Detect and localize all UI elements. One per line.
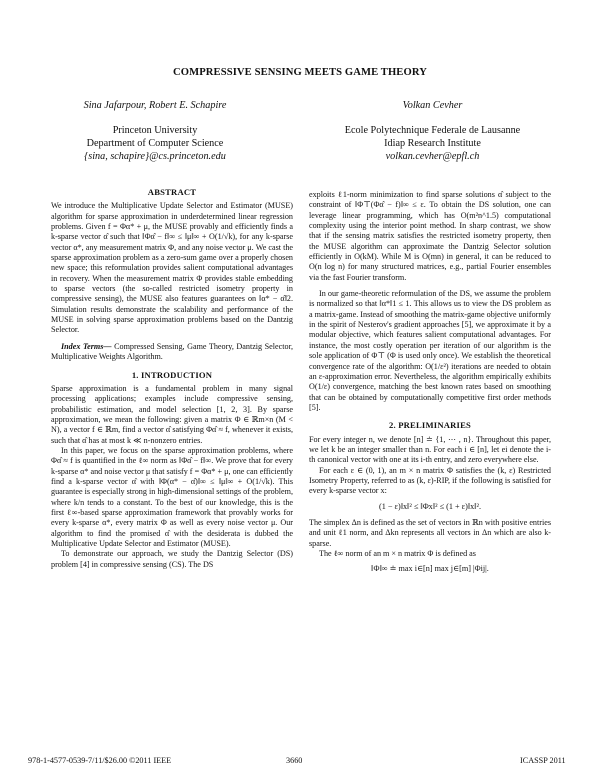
- equation-rip: (1 − ε)‖x‖² ≤ ‖Φx‖² ≤ (1 + ε)‖x‖².: [378, 501, 482, 511]
- index-terms-label: Index Terms—: [61, 341, 112, 351]
- email-right: volkan.cevher@epfl.ch: [385, 151, 480, 162]
- abstract-text: We introduce the Multiplicative Update Selector and Estimator (MUSE) algorithm for sparse approximation in underdetermined linear regression problems. Given f = Φα* + μ, the MUSE provably and efficiently finds a k-sparse vector α̂ such that ‖Φα̂ − f‖∞ ≤ ‖μ‖∞ + O(1/√k), for any k-sparse vector α*, any measurement matrix Φ, and any noise vector μ. We cast the sparse approximation problem as a zero-sum game over a properly chosen new space; this reformulation provides salient computational advantages in recovery. When the measurement matrix Φ provides stable embedding to sparse vectors (the so-called restricted isometry property in compressive sensing), the MUSE also features guarantees on ‖α* − α̂‖2. Simulation results demonstrate the scalability and performance of the MUSE in solving sparse approximation problems based on the Dantzig Selector.: [51, 201, 293, 335]
- footer-page-number: 3660: [286, 756, 303, 765]
- author-names-right: Volkan Cevher: [402, 100, 463, 111]
- intro-heading: 1. INTRODUCTION: [131, 369, 213, 380]
- affiliation-right-1: Ecole Polytechnique Federale de Lausanne: [344, 125, 521, 136]
- intro-paragraph-3: To demonstrate our approach, we study the Dantzig Selector (DS) problem [4] in compressive sensing (CS). The DS: [51, 549, 293, 569]
- intro-paragraph-1: Sparse approximation is a fundamental problem in many signal processing applications; examples include compressive sensing, probabilistic estimation, and model selection [1, 2, 3]. By sparse approximation, we mean the following: given a matrix Φ ∈ ℝm×n (M < N), a vector f ∈ ℝm, find a vector α̂ satisfying Φα̂ ≈ f, whenever it exists, such that α̂ has at most k ≪ n-nonzero entries.: [51, 383, 293, 445]
- prelim-paragraph-3: The simplex Δn is defined as the set of vectors in ℝn with positive entries and unit ℓ1 norm, and Δkn represents all vectors in Δn which are also k-sparse.: [309, 517, 551, 548]
- footer-conference: ICASSP 2011: [520, 756, 566, 765]
- affiliation-left-2: Department of Computer Science: [86, 138, 224, 149]
- affiliation-right-2: Idiap Research Institute: [384, 138, 481, 149]
- prelim-paragraph-2: For each ε ∈ (0, 1), an m × n matrix Φ satisfies the (k, ε) Restricted Isometry Property, referred to as (k, ε)-RIP, if the following is satisfied for every k-sparse vector x:: [309, 465, 551, 496]
- abstract-heading: ABSTRACT: [147, 187, 197, 197]
- author-names-left: Sina Jafarpour, Robert E. Schapire: [83, 100, 227, 111]
- right-column: [309, 190, 551, 581]
- email-left: {sina, schapire}@cs.princeton.edu: [84, 151, 226, 162]
- affiliation-left-1: Princeton University: [112, 125, 198, 136]
- footer-isbn: 978-1-4577-0539-7/11/$26.00 ©2011 IEEE: [28, 756, 172, 765]
- paper-title: COMPRESSIVE SENSING MEETS GAME THEORY: [173, 67, 427, 78]
- left-column: [51, 187, 293, 570]
- right-paragraph-1: exploits ℓ1-norm minimization to find sparse solutions α̂ subject to the constraint of ‖Φ⊤(Φα̂ − f)‖∞ ≤ ε. To obtain the DS solution, one can leverage linear programming, which has O(m²n^1.5) computational complexity using the interior point method. In sharp contrast, we show that if the sensing matrix satisfies the restricted isometry property, then the MUSE algorithm can approximate the Dantzig Selector solution efficiently in O(kM). While M is O(mn) in general, it can be reduced to O(n log n) for many structured matrices, e.g., partial Fourier ensembles via the fast Fourier transform.: [309, 190, 551, 282]
- author-block-right: [305, 99, 560, 163]
- author-block-left: [40, 99, 270, 163]
- prelim-paragraph-4: The ℓ∞ norm of an m × n matrix Φ is defined as: [319, 549, 476, 558]
- index-terms: [51, 342, 293, 363]
- right-paragraph-2: In our game-theoretic reformulation of the DS, we assume the problem is normalized so that ‖α*‖1 ≤ 1. This allows us to view the DS problem as a matrix-game. Instead of smoothing the matrix-game objective uniformly in the spirit of Nesterov's gradient approaches [5], we approximate it by a modular objective, which features salient computational advantages. For instance, the most costly operation per iteration of our algorithm is the sole application of Φ⊤ (Φ is used only once). We establish the theoretical convergence rate of the algorithm: O(1/ε²) iterations are needed to obtain an ε-approximation error. Nevertheless, the algorithm empirically exhibits O(1/ε) convergence, matching the best known rates based on smoothing that can be obtained by computationally competitive first order methods [5].: [309, 289, 551, 412]
- intro-paragraph-2: In this paper, we focus on the sparse approximation problems, where Φα̂ ≈ f is quantified in the ℓ∞ norm as ‖Φα̂ − f‖∞. We prove that for every k-sparse α* and noise vector μ that satisfy f = Φα* + μ, one can efficiently find a k-sparse vector α̂ with ‖Φ(α* − α̂)‖∞ ≤ ‖μ‖∞ + O(1/√k). This guarantee is especially strong in high-dimensional settings of the problem, where k/n tends to a constant. To the best of our knowledge, this is the first ℓ∞-based sparse approximation framework that provably works for every k-sparse α*, every matrix Φ as well as every noise vector μ. Our algorithm to find the promised α̂ with the desiderata is dubbed the Multiplicative Update Selector and Estimator (MUSE).: [51, 445, 293, 548]
- prelim-heading: 2. PRELIMINARIES: [389, 420, 471, 431]
- index-terms-text: Compressed Sensing, Game Theory, Dantzig Selector, Multiplicative Weights Algorithm.: [51, 341, 293, 362]
- prelim-paragraph-1: For every integer n, we denote [n] ≐ {1, ⋯ , n}. Throughout this paper, we let k be an integer smaller than n. For each i ∈ [n], let ei denote the i-th canonical vector with one at its i-th entry, and zero everywhere else.: [309, 434, 551, 465]
- equation-inf-norm: ‖Φ‖∞ ≐ max i∈[n] max j∈[m] |Φij|.: [371, 564, 489, 574]
